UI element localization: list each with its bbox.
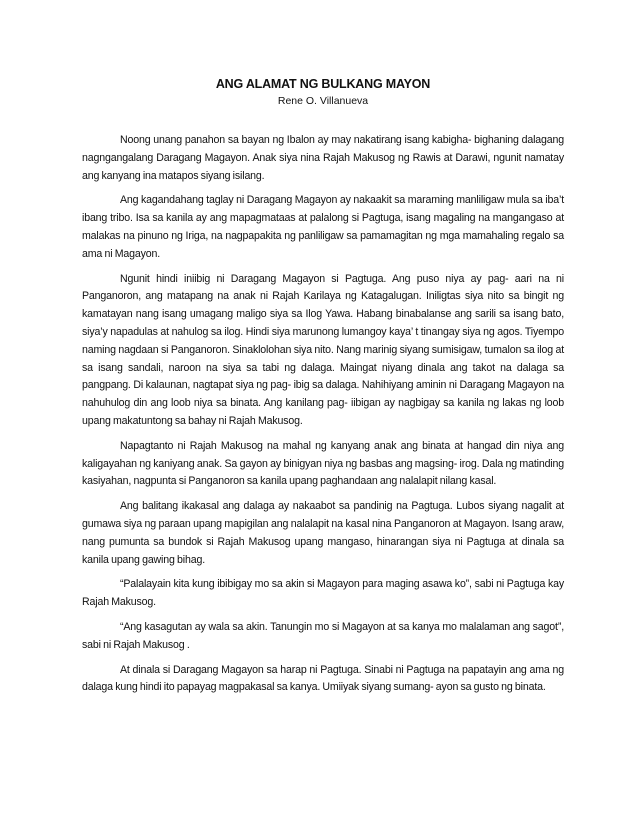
paragraph: At dinala si Daragang Magayon sa harap ni Pagtuga. Sinabi ni Pagtuga na papatayin ang ama ng dalaga kung hindi ito papayag magpakasal sa kanya. Umiiyak siyang sumang- ayon sa gusto ng binata. <box>82 663 564 694</box>
document-title: ANG ALAMAT NG BULKANG MAYON <box>215 77 431 91</box>
document-author: Rene O. Villanueva <box>277 95 369 107</box>
paragraph: Napagtanto ni Rajah Makusog na mahal ng kanyang anak ang binata at hangad din niya ang kaligayahan ng kaniyang anak. Sa gayon ay binigyan niya ng basbas ang magsing- irog. Dala ng matinding kasiyahan, nagpunta si Panganoron sa kanila upang paghandaan ang nalalapit nilang kasal. <box>82 439 564 488</box>
paragraph: Ang kagandahang taglay ni Daragang Magayon ay nakaakit sa maraming manliligaw mula sa iba’t ibang tribo. Isa sa kanila ay ang mapagmataas at palalong si Pagtuga, isang magaling na mangangaso at malakas na pinuno ng Iriga, na nagpapakita ng panliligaw sa pamamagitan ng mga mamahaling regalo sa ama ni Magayon. <box>82 194 564 260</box>
document-body <box>82 132 564 697</box>
paragraph: Noong unang panahon sa bayan ng Ibalon ay may nakatirang isang kabigha- bighaning dalagang nagngangalang Daragang Magayon. Anak siya nina Rajah Makusog ng Rawis at Darawi, ngunit namatay ang kanyang ina matapos siyang isilang. <box>82 134 564 182</box>
paragraph: Ang balitang ikakasal ang dalaga ay nakaabot sa pandinig na Pagtuga. Lubos siyang nagalit at gumawa siya ng paraan upang mapigilan ang nalalapit na kasal nina Panganoron at Magayon. Isang araw, nang pumunta sa bundok si Rajah Makusog upang mangaso, hinarangan siya ni Pagtuga at dinala sa kanila upang gawing bihag. <box>82 500 564 566</box>
paragraph: “Ang kasagutan ay wala sa akin. Tanungin mo si Magayon at sa kanya mo malalaman ang sagot”, sabi ni Rajah Makusog . <box>82 620 564 651</box>
paragraph: Ngunit hindi iniibig ni Daragang Magayon si Pagtuga. Ang puso niya ay pag- aari na ni Panganoron, ang matapang na anak ni Rajah Karilaya ng Katagalugan. Iniligtas siya nito sa bingit ng kamatayan nang isang umagang maligo siya sa Ilog Yawa. Habang binabalanse ang sarili sa isang bato, siya’y napadulas at nahulog sa ilog. Hindi siya marunong lumangoy kaya’ t tinangay siya ng agos. Tiyempo naming nagdaan si Panganoron. Sinaklolohan siya nito. Nang marinig siyang sumisigaw, tumalon sa ilog at sa isang sandali, naroon na siya sa tabi ng dalaga. Maingat niyang dinala ang takot na dalaga sa pangpang. Di kalaunan, nagtapat siya ng pag- ibig sa dalaga. Nahihiyang aminin ni Daragang Magayon na nahuhulog din ang loob niya sa binata. Ang kanilang pag- iibigan ay nagbigay sa kanila ng lakas ng loob upang makatuntong sa bahay ni Rajah Makusog. <box>82 272 564 427</box>
paragraph: “Palalayain kita kung ibibigay mo sa akin si Magayon para maging asawa ko”, sabi ni Pagtuga kay Rajah Makusog. <box>82 578 564 609</box>
